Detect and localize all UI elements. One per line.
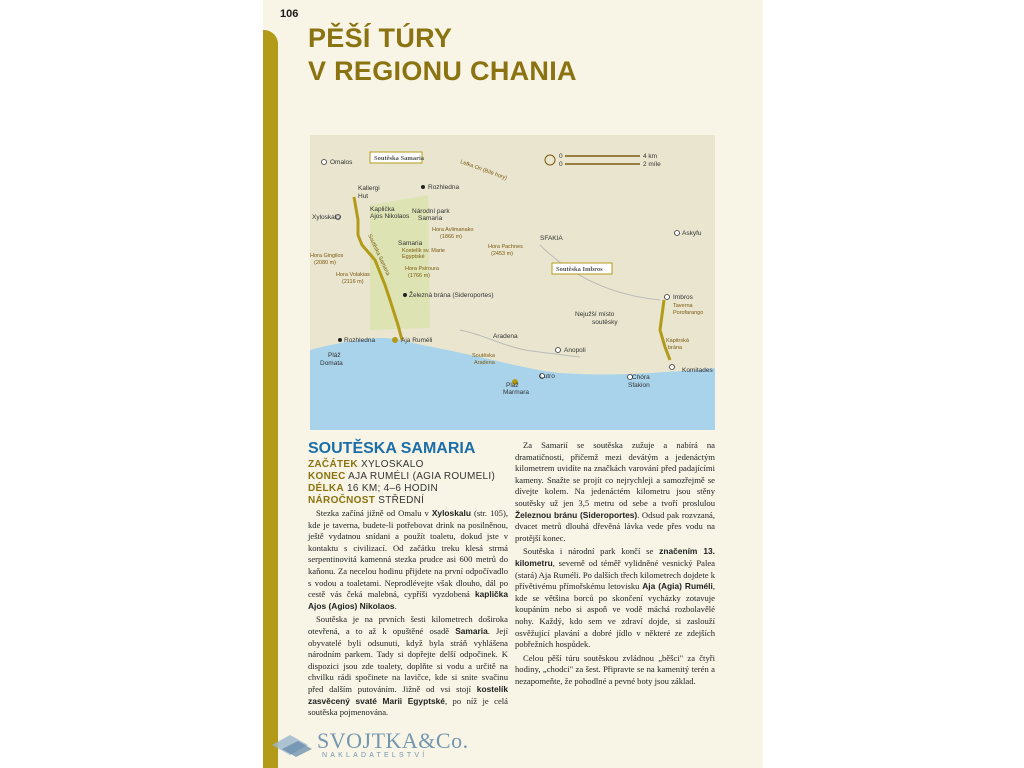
page-title bbox=[308, 22, 577, 88]
meta-start-value: XYLOSKALO bbox=[360, 459, 424, 470]
ajos-nikolaos-label: Ajos Nikolaos bbox=[370, 213, 410, 220]
nejuzsi-label: Nejužší místo bbox=[575, 311, 615, 318]
plaz-marmara-1: Pláž bbox=[506, 382, 519, 389]
aja-rumeli-label: Aja Ruméli bbox=[401, 337, 433, 344]
lefka-ori-label: Lefka Ori (Bílé hory) bbox=[459, 159, 508, 182]
soutesca-samaria-box-label: Soutěska Samaria bbox=[374, 155, 425, 162]
soutesca-imbros-box-label: Soutěska Imbros bbox=[556, 266, 603, 273]
chora-label: Chóra bbox=[632, 374, 650, 381]
hut-label: Hut bbox=[358, 193, 369, 200]
brana-label: brána bbox=[668, 345, 683, 351]
samaria-gorge-vertical-label: Soutěska Samaria bbox=[366, 233, 391, 277]
komitades-marker bbox=[670, 365, 675, 370]
section-title: SOUTĚSKA SAMARIA bbox=[308, 440, 476, 457]
scale-km-label: 4 km bbox=[643, 153, 658, 160]
rozhledna2-label: Rozhledna bbox=[344, 337, 376, 344]
rozhledna-label: Rozhledna bbox=[428, 184, 460, 191]
publisher-logo-sub: NAKLADATELSTVÍ bbox=[322, 752, 428, 759]
kallergi-label: Kallergi bbox=[358, 185, 380, 192]
kaplicka-label: Kaplička bbox=[370, 206, 395, 213]
col2-paragraph-3: Celou pěší túru soutěskou zvládnou „běšci" za čtyři hodiny, „chodci" za šest. Připravte se na kamenitý terén a nezapomeňte, že pohodlné a pevné boty jsou základ. bbox=[515, 652, 715, 686]
meta-length bbox=[308, 483, 438, 494]
kostelik-label: Kostelík sv. Marie bbox=[402, 248, 445, 254]
aradena-label: Aradena bbox=[493, 333, 518, 340]
egyptska-label: Egyptské bbox=[402, 254, 425, 260]
omalos-label: Omalos bbox=[330, 159, 353, 166]
lutro-label: Lutro bbox=[540, 373, 555, 380]
col1-paragraph-1: Stezka začíná jižně od Omalu v Xyloskalu (str. 105), kde je taverna, budete-li potřebovat drink na posilněnou, ještě vydatnou snídani a použít toaletu, dokud jste v kontaktu s civilizací. Od začátku treku klesá strmá serpentinovitá kamenná stezka prudce asi 600 metrů do kaňonu. Za necelou hodinu přijdete na první odpočívadlo s vodou a toaletami. Neprodlévejte však dlouho, dál po cestě vás čeká malebná, cypříši vyzdobená kaplička Ajos (Agios) Nikolaos. bbox=[308, 508, 508, 611]
avlimanako-height: (1866 m) bbox=[440, 234, 463, 240]
col2-paragraph-1: Za Samarií se soutěska zužuje a nabírá na dramatičnosti, přičemž mezi devátým a jedenáctým kilometrem uvidíte na značkách varování před padajícími kameny. Snažte se projít co nejrychleji a samozřejmě se dívejte kolem. Na jedenáctém kilometru jsou stěny soutěsky už jen 3,5 metru od sebe a tvoří proslulou Železnou bránu (Sideroportes). Odsud pak rozvzaná, dvacet metrů dlouhá dřevěná lávka vede přes vodu na protější konec. bbox=[515, 440, 715, 543]
rozhledna-marker bbox=[421, 185, 425, 189]
text-column-2 bbox=[515, 440, 715, 689]
souteska-small-label: soutěsky bbox=[592, 319, 618, 326]
plaz-marmara-2: Marmara bbox=[503, 389, 530, 396]
col2-paragraph-2: Soutěska i národní park končí se značením 13. kilometru, severně od téměř vylidněné vesnický Palea (stará) Aja Ruméli. Po dalších třech kilometrech dojdete k přívětivému přímořskému letovisku Aja (Agia) Ruméli, kde se většina borců po skončení vycházky zotavuje koupáním nebo si aspoň ve vodě máchá rozbolavělé nohy. Každý, kdo sem ve zdraví dojde, si zaslouží osvěžující plavání a dobré jídlo v některé ze zdejších pobřežních hospůdek. bbox=[515, 546, 715, 650]
narodni-park-label: Národní park bbox=[412, 208, 450, 215]
sfakion-label: Sfakion bbox=[628, 382, 650, 389]
text-column-1 bbox=[308, 508, 508, 721]
title-line-2: V REGIONU CHANIA bbox=[308, 56, 577, 86]
col1-paragraph-2: Soutěska je na prvních šesti kilometrech doširoka otevřená, a to až k opuštěné osadě Samaria. Její obyvatelé byli odsunuti, když byla stráň vyhlášena národním parkem. Tady si dopřejte delší odpočinek. K dispozici jsou zde toalety, doplňte si vodu a určitě na chvilku rádi spočinete na lavičce, kde si snite svačinu před dalším putováním. Jižně od vsi stojí kostelík zasvěcený svaté Marii Egyptské, po níž je celá soutěska pojmenována. bbox=[308, 614, 508, 718]
zelezna-brana-label: Železná brána (Sideroportes) bbox=[409, 292, 494, 299]
meta-end bbox=[308, 471, 495, 482]
meta-end-key: KONEC bbox=[308, 471, 346, 482]
volakias-height: (2116 m) bbox=[342, 279, 364, 285]
komitades-label: Komitades bbox=[682, 367, 713, 374]
imbros-marker bbox=[665, 295, 670, 300]
scale-mi-label: 2 míle bbox=[643, 161, 661, 168]
meta-difficulty bbox=[308, 495, 424, 506]
hiking-map bbox=[310, 135, 715, 430]
rozhledna2-marker bbox=[338, 338, 342, 342]
psiroura-height: (1766 m) bbox=[408, 273, 431, 279]
meta-start-key: ZAČÁTEK bbox=[308, 459, 358, 470]
askyfu-label: Askyfu bbox=[682, 230, 702, 237]
souteska-aradena-2: Aradena bbox=[474, 360, 495, 366]
plaz-domata-1: Pláž bbox=[328, 352, 341, 359]
meta-start bbox=[308, 459, 424, 470]
title-line-1: PĚŠÍ TÚRY bbox=[308, 23, 453, 53]
hora-gingilos-label: Hora Gingilos bbox=[310, 253, 344, 259]
porofarango-label: Porofarango bbox=[673, 310, 704, 316]
samaria-village-label: Samaria bbox=[398, 240, 423, 247]
publisher-logo: SVOJTKA&Co. bbox=[317, 728, 469, 753]
meta-end-value: AJA RUMÉLI (AGIA ROUMELI) bbox=[348, 471, 496, 482]
hora-psiroura-label: Hora Psiroura bbox=[405, 266, 439, 272]
askyfu-marker bbox=[675, 231, 680, 236]
page-accent-bar bbox=[263, 30, 278, 768]
sfakia-label: SFAKIA bbox=[540, 235, 563, 242]
anopoli-marker bbox=[556, 348, 561, 353]
hora-volakias-label: Hora Volakias bbox=[336, 272, 370, 278]
taverna-label: Taverna bbox=[673, 303, 693, 309]
xyloskalo-label: Xyloskalo bbox=[312, 214, 340, 221]
meta-length-key: DÉLKA bbox=[308, 483, 344, 494]
pachnes-height: (2453 m) bbox=[491, 251, 514, 257]
plaz-domata-2: Domata bbox=[320, 360, 343, 367]
gingilos-height: (2080 m) bbox=[314, 260, 337, 266]
omalos-marker bbox=[322, 160, 327, 165]
page-number: 106 bbox=[280, 8, 299, 20]
hora-avlimanako-label: Hora Avlimanako bbox=[432, 227, 474, 233]
scale-zero-2: 0 bbox=[559, 161, 563, 168]
samaria-park-label: Samaria bbox=[418, 215, 443, 222]
meta-difficulty-value: STŘEDNÍ bbox=[378, 495, 425, 506]
hora-pachnes-label: Hora Pachnes bbox=[488, 244, 523, 250]
scale-zero-1: 0 bbox=[559, 153, 563, 160]
zelezna-brana-marker bbox=[403, 293, 407, 297]
meta-length-value: 16 KM; 4–6 HODIN bbox=[347, 483, 438, 494]
imbros-label: Imbros bbox=[673, 294, 693, 301]
souteska-aradena-1: Soutěska bbox=[472, 353, 495, 359]
meta-difficulty-key: NÁROČNOST bbox=[308, 495, 376, 506]
aja-rumeli-marker bbox=[392, 337, 398, 343]
kapitrska-label: Kapitrská bbox=[666, 338, 689, 344]
anopoli-label: Anopoli bbox=[564, 347, 586, 354]
